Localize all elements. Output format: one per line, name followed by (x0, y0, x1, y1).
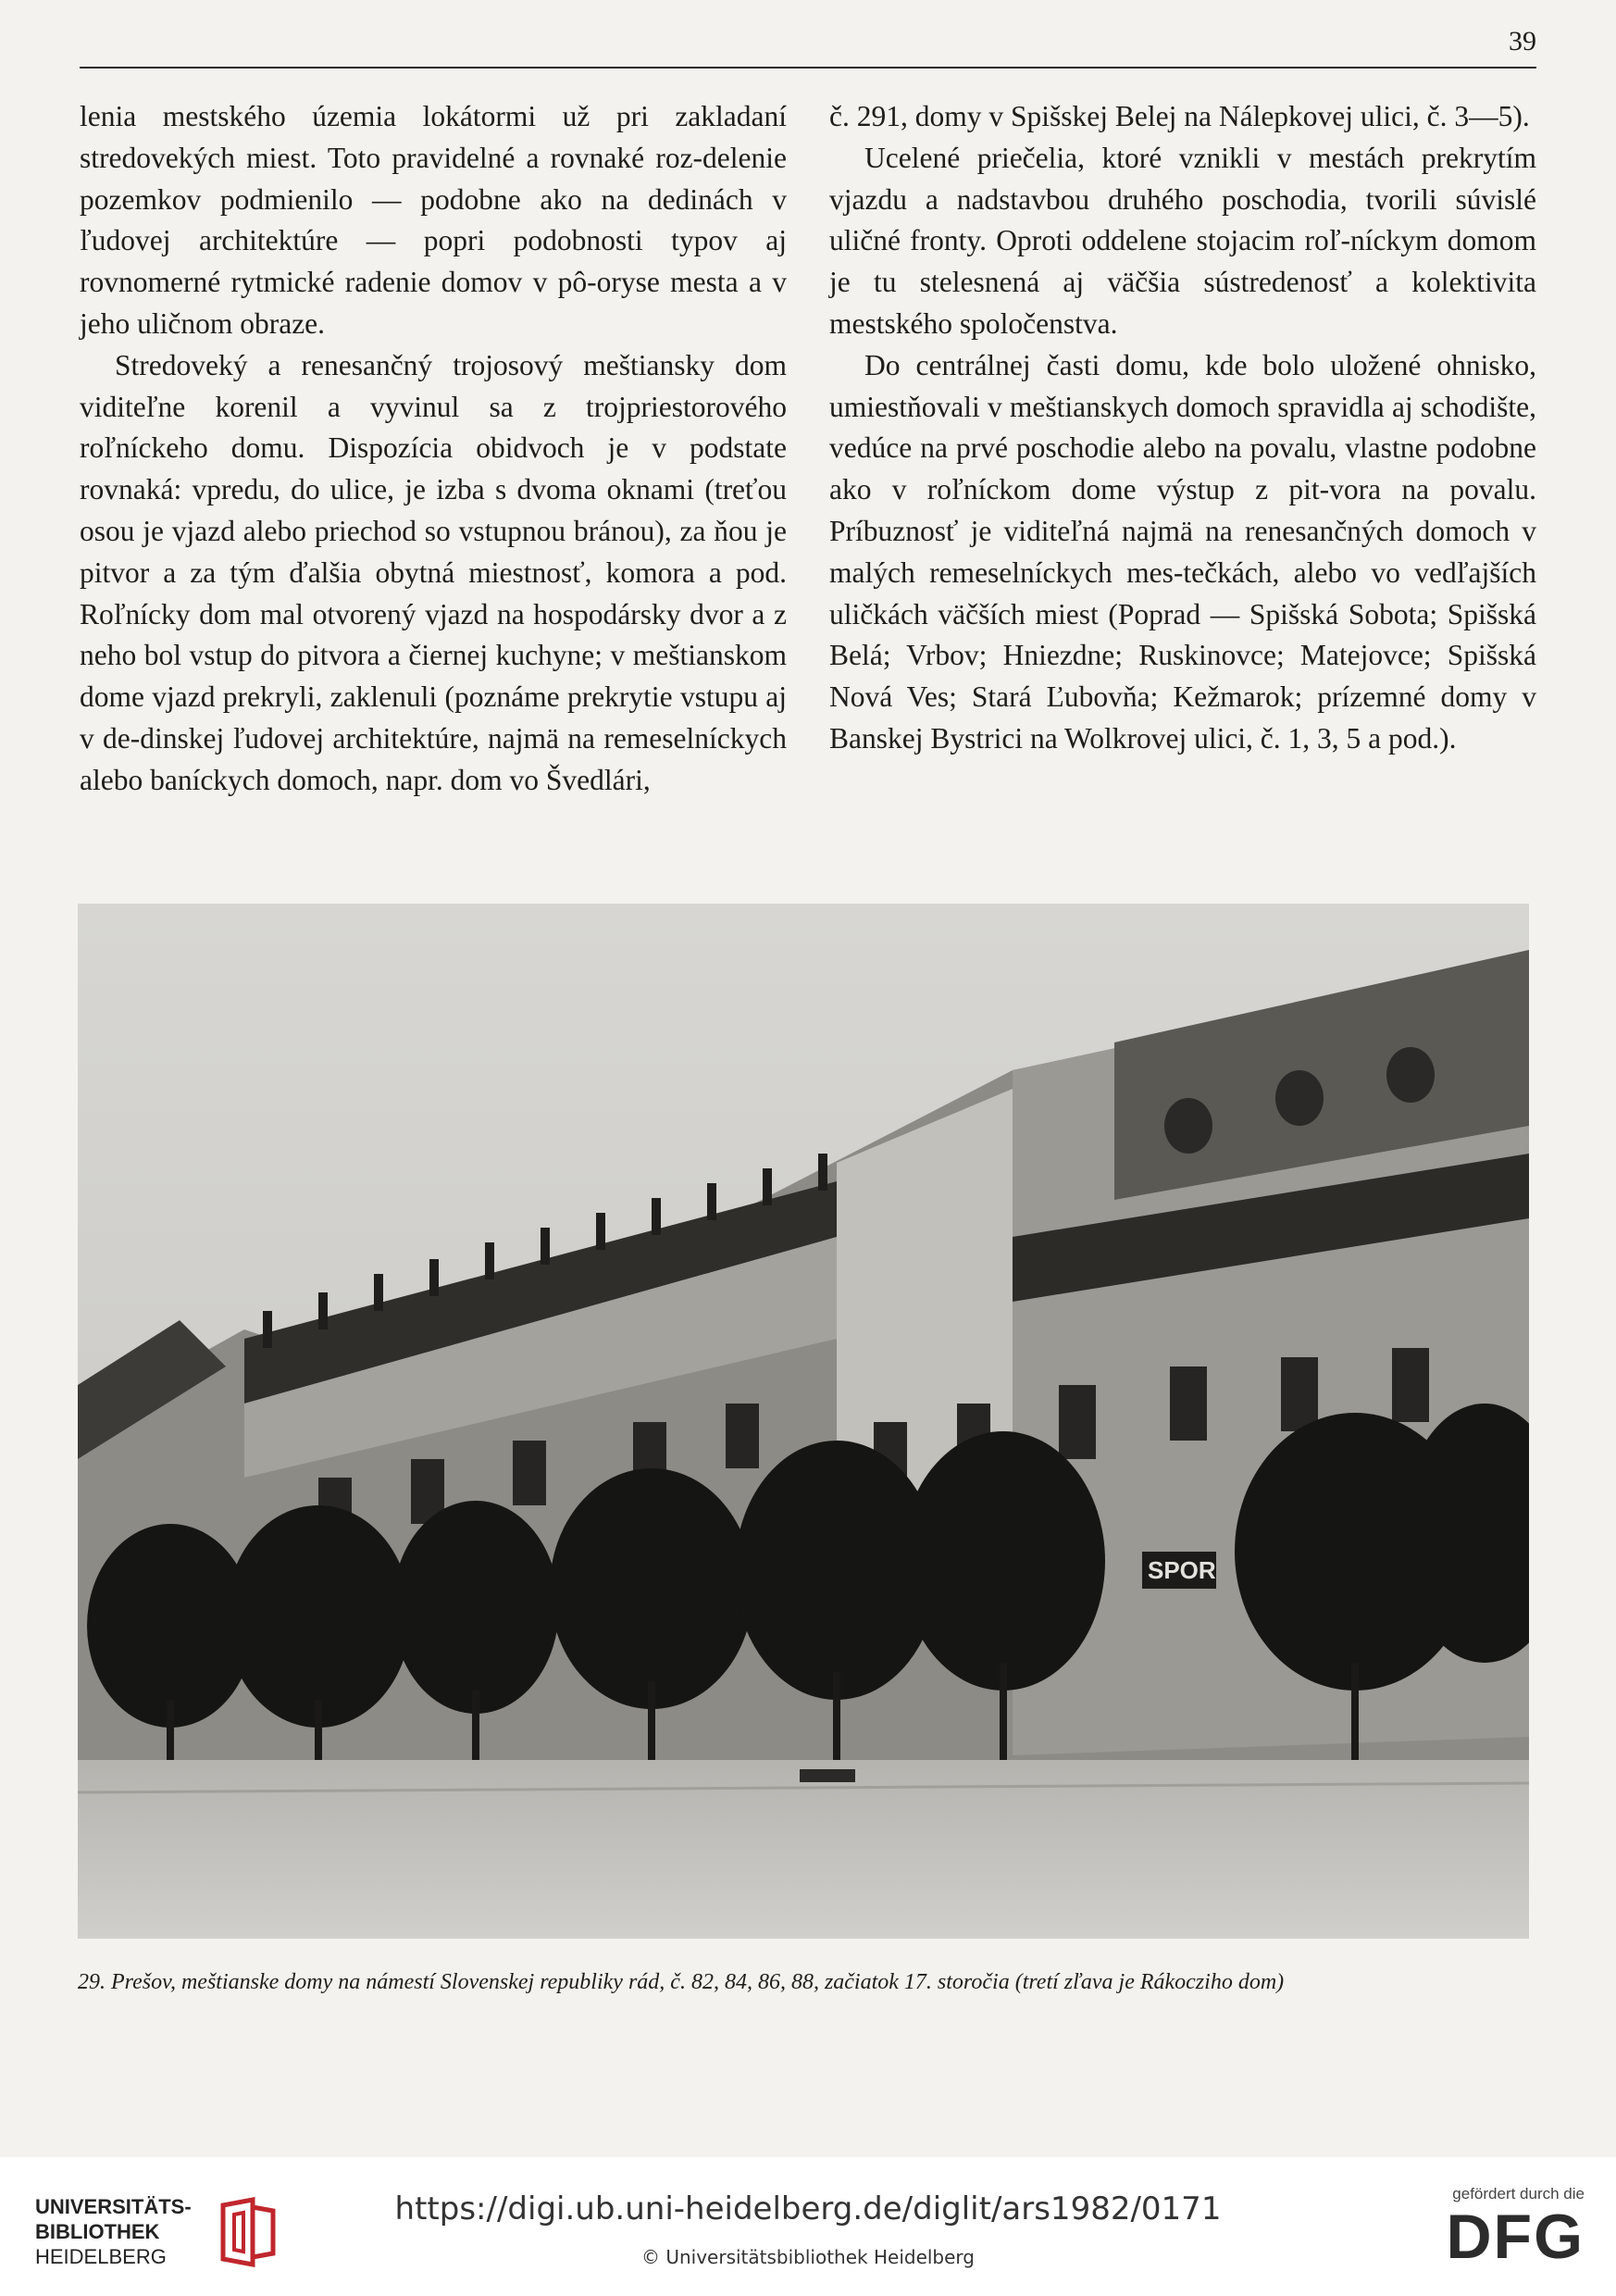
paragraph: Do centrálnej časti domu, kde bolo uložené ohnisko, umiestňovali v meštianskych domoch spravidla aj schodište, vedúce na prvé poschodie alebo na povalu, vlastne podobne ako v roľníckom dome výstup z pit-vora na povalu. Príbuznosť je viditeľná najmä na renesančných domoch v malých remeselníckych mes-tečkách, alebo vo vedľajších uličkách väčších miest (Poprad — Spišská Sobota; Spišská Belá; Vrbov; Hniezdne; Ruskinovce; Matejovce; Spišská Nová Ves; Stará Ľubovňa; Kežmarok; prízemné domy v Banskej Bystrici na Wolkrovej ulici, č. 1, 3, 5 a pod.). (829, 348, 1536, 755)
figure-caption: 29. Prešov, meštianske domy na námestí Slovenskej republiky rád, č. 82, 84, 86, 88, začiatok 17. storočia (tretí zľava je Rákocziho dom) (78, 1970, 1285, 1994)
shop-sign-text: SPOR (1148, 1556, 1216, 1584)
page-number: 39 (1509, 26, 1536, 56)
library-name: UNIVERSITÄTS- BIBLIOTHEK HEIDELBERG (35, 2195, 192, 2268)
paragraph: Ucelené priečelia, ktoré vznikli v mestách prekrytím vjazdu a nadstavbou druhého poschodia, tvorili súvislé uličné fronty. Oproti oddelene stojacim roľ-níckym domom je tu stelesnená aj väčšia sústredenosť a kolektivita mestského spoločenstva. (829, 141, 1536, 340)
funder-logo[interactable] (1446, 2185, 1585, 2270)
dfg-logo-text: DFG (1446, 2202, 1585, 2272)
funded-by-label: gefördert durch die (1452, 2185, 1585, 2202)
photo-illustration (78, 904, 1529, 1939)
footer (0, 2157, 1616, 2296)
text-columns (80, 96, 1536, 837)
figure-photo (78, 904, 1529, 1939)
paragraph: Stredoveký a renesančný trojosový meštiansky dom viditeľne korenil a vyvinul sa z trojpriestorového roľníckeho domu. Dispozícia obidvoch je v podstate rovnaká: vpredu, do ulice, je izba s dvoma oknami (treťou osou je vjazd alebo priechod so vstupnou bránou), za ňou je pitvor a za tým ďalšia obytná miestnosť, komora a pod. Roľnícky dom mal otvorený vjazd na hospodársky dvor a z neho bol vstup do pitvora a čiernej kuchyne; v meštianskom dome vjazd prekryli, zaklenuli (poznáme prekrytie vstupu aj v de-dinskej ľudovej architektúre, najmä na remeselníckych alebo baníckych domoch, napr. dom vo Švedlári, (80, 348, 787, 796)
paragraph: lenia mestského územia lokátormi už pri zakladaní stredovekých miest. Toto pravidelné a rovnaké roz-delenie pozemkov podmienilo — podobne ako na dedinách v ľudovej architektúre — popri podobnosti typov aj rovnomerné rytmické radenie domov v pô-oryse mesta a v jeho uličnom obraze. (80, 100, 787, 340)
paragraph: č. 291, domy v Spišskej Belej na Nálepkovej ulici, č. 3—5). (829, 100, 1530, 132)
document-url-link[interactable]: https://digi.ub.uni-heidelberg.de/diglit/ars1982/0171 (394, 2190, 1222, 2227)
text-column-left (80, 96, 787, 837)
text-column-right (829, 96, 1536, 837)
copyright-notice: © Universitätsbibliothek Heidelberg (640, 2246, 975, 2268)
top-rule (80, 67, 1536, 69)
